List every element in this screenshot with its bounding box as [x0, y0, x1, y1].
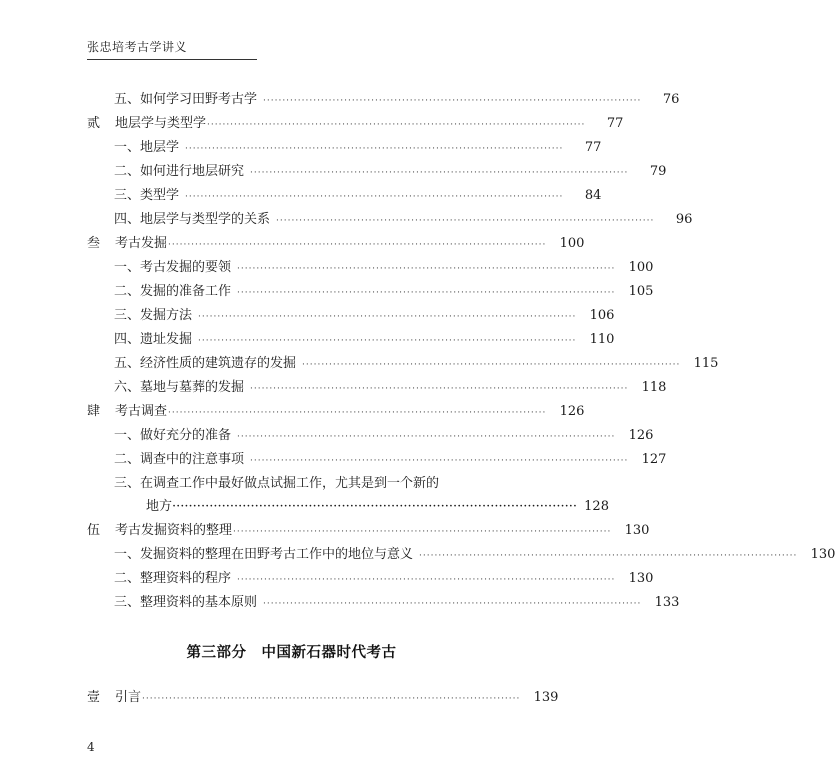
toc-page-number: 84 — [584, 188, 602, 203]
toc-leader-dots: ·································································································· — [237, 264, 616, 274]
toc-leader-dots: ·································································································· — [198, 336, 577, 346]
toc-leader-dots: ·································································································· — [263, 599, 642, 609]
toc-leader-dots: ·································································································· — [237, 288, 616, 298]
running-header: 张忠培考古学讲义 — [87, 40, 188, 54]
toc-page-number: 76 — [662, 92, 680, 107]
toc-entry-title: 三、类型学 — [114, 188, 180, 203]
toc-entry — [114, 188, 602, 205]
toc-entry-title: 二、如何进行地层研究 — [114, 164, 245, 179]
toc-entry — [87, 523, 650, 540]
toc-page-number: 118 — [641, 380, 667, 395]
toc-entry — [114, 140, 602, 157]
toc-page-number: 128 — [584, 499, 609, 514]
toc-entry — [87, 404, 585, 421]
toc-entry — [114, 284, 654, 301]
toc-entry — [114, 308, 615, 325]
toc-leader-dots: ·································································································· — [276, 216, 655, 226]
toc-page-number: 127 — [641, 452, 667, 467]
toc-entry — [87, 116, 624, 133]
toc-entry-title: 考古发掘资料的整理 — [115, 523, 233, 538]
toc-entry — [114, 571, 654, 588]
toc-entry — [114, 595, 680, 612]
toc-entry-title: 三、在调查工作中最好做点试掘工作，尤其是到一个新的 — [114, 476, 440, 491]
part-heading: 第三部分 中国新石器时代考古 — [186, 645, 397, 661]
toc-entry-title: 一、地层学 — [114, 140, 180, 155]
toc-page-number: 106 — [589, 308, 615, 323]
toc-page-number: 130 — [628, 571, 654, 586]
toc-entry-title: 二、发掘的准备工作 — [114, 284, 232, 299]
toc-entry-title: 地方 — [146, 499, 173, 514]
toc-page-number: 100 — [628, 260, 654, 275]
toc-entry — [114, 380, 667, 397]
header-rule — [87, 59, 257, 60]
toc-page-number: 139 — [533, 690, 559, 705]
toc-entry-title: 引言 — [115, 690, 142, 705]
toc-entry — [146, 499, 609, 515]
toc-leader-dots: ·································································································· — [237, 575, 616, 585]
toc-entry — [114, 332, 615, 349]
toc-entry-title: 考古发掘 — [115, 236, 168, 251]
toc-page-number: 96 — [675, 212, 693, 227]
toc-chapter-numeral: 贰 — [87, 116, 101, 131]
toc-page-number: 130 — [624, 523, 650, 538]
toc-page-number: 110 — [589, 332, 615, 347]
toc-leader-dots: ·································································································· — [198, 312, 577, 322]
toc-entry-title: 二、整理资料的程序 — [114, 571, 232, 586]
toc-leader-dots: ·································································································· — [168, 240, 547, 250]
toc-leader-dots: ·································································································· — [250, 384, 629, 394]
toc-entry-title: 二、调查中的注意事项 — [114, 452, 245, 467]
toc-entry-title: 地层学与类型学 — [115, 116, 207, 131]
toc-entry-title: 四、地层学与类型学的关系 — [114, 212, 271, 227]
toc-leader-dots: ·································································································· — [168, 408, 547, 418]
toc-entry — [87, 236, 585, 253]
toc-entry — [114, 452, 667, 469]
toc-page-number: 130 — [810, 547, 835, 562]
toc-entry-title: 五、如何学习田野考古学 — [114, 92, 258, 107]
toc-entry-title: 考古调查 — [115, 404, 168, 419]
toc-leader-dots: ·································································································· — [185, 192, 564, 202]
toc-chapter-numeral: 肆 — [87, 404, 101, 419]
toc-chapter-numeral: 伍 — [87, 523, 101, 538]
toc-page-number: 133 — [654, 595, 680, 610]
toc-leader-dots: ·································································································· — [250, 456, 629, 466]
toc-leader-dots: ·································································································· — [233, 527, 612, 537]
toc-entry-title: 一、考古发掘的要领 — [114, 260, 232, 275]
toc-page-number: 100 — [559, 236, 585, 251]
toc-leader-dots: ·································································································· — [419, 551, 798, 561]
toc-page-number: 115 — [693, 356, 719, 371]
toc-entry — [114, 212, 693, 229]
toc-entry — [114, 547, 835, 564]
toc-entry — [87, 690, 559, 707]
toc-leader-dots: ·································································································· — [237, 432, 616, 442]
toc-entry-title: 四、遗址发掘 — [114, 332, 193, 347]
toc-entry-title: 三、整理资料的基本原则 — [114, 595, 258, 610]
toc-entry — [114, 356, 719, 373]
toc-page-number: 77 — [606, 116, 624, 131]
toc-leader-dots: ·································································································· — [302, 360, 681, 370]
toc-chapter-numeral: 叁 — [87, 236, 101, 251]
toc-entry — [114, 164, 667, 181]
toc-entry-title: 一、发掘资料的整理在田野考古工作中的地位与意义 — [114, 547, 414, 562]
toc-leader-dots: ·································································································· — [185, 144, 564, 154]
toc-page-number: 126 — [559, 404, 585, 419]
toc-page-number: 77 — [584, 140, 602, 155]
toc-page-number: 126 — [628, 428, 654, 443]
toc-leader-dots: ·································································································· — [250, 168, 629, 178]
toc-entry — [114, 428, 654, 445]
page-number: 4 — [87, 740, 95, 754]
toc-chapter-numeral: 壹 — [87, 690, 101, 705]
toc-page-number: 79 — [649, 164, 667, 179]
toc-leader-dots: ·································································································· — [207, 120, 586, 130]
toc-leader-dots: ·································································································· — [172, 499, 577, 514]
toc-entry — [114, 260, 654, 277]
toc-entry — [114, 92, 680, 109]
toc-leader-dots: ·································································································· — [263, 96, 642, 106]
toc-page-number: 105 — [628, 284, 654, 299]
toc-entry — [114, 476, 491, 492]
toc-entry-title: 五、经济性质的建筑遗存的发掘 — [114, 356, 297, 371]
toc-entry-title: 一、做好充分的准备 — [114, 428, 232, 443]
toc-entry-title: 六、墓地与墓葬的发掘 — [114, 380, 245, 395]
toc-entry-title: 三、发掘方法 — [114, 308, 193, 323]
toc-leader-dots: ·································································································· — [142, 694, 521, 704]
